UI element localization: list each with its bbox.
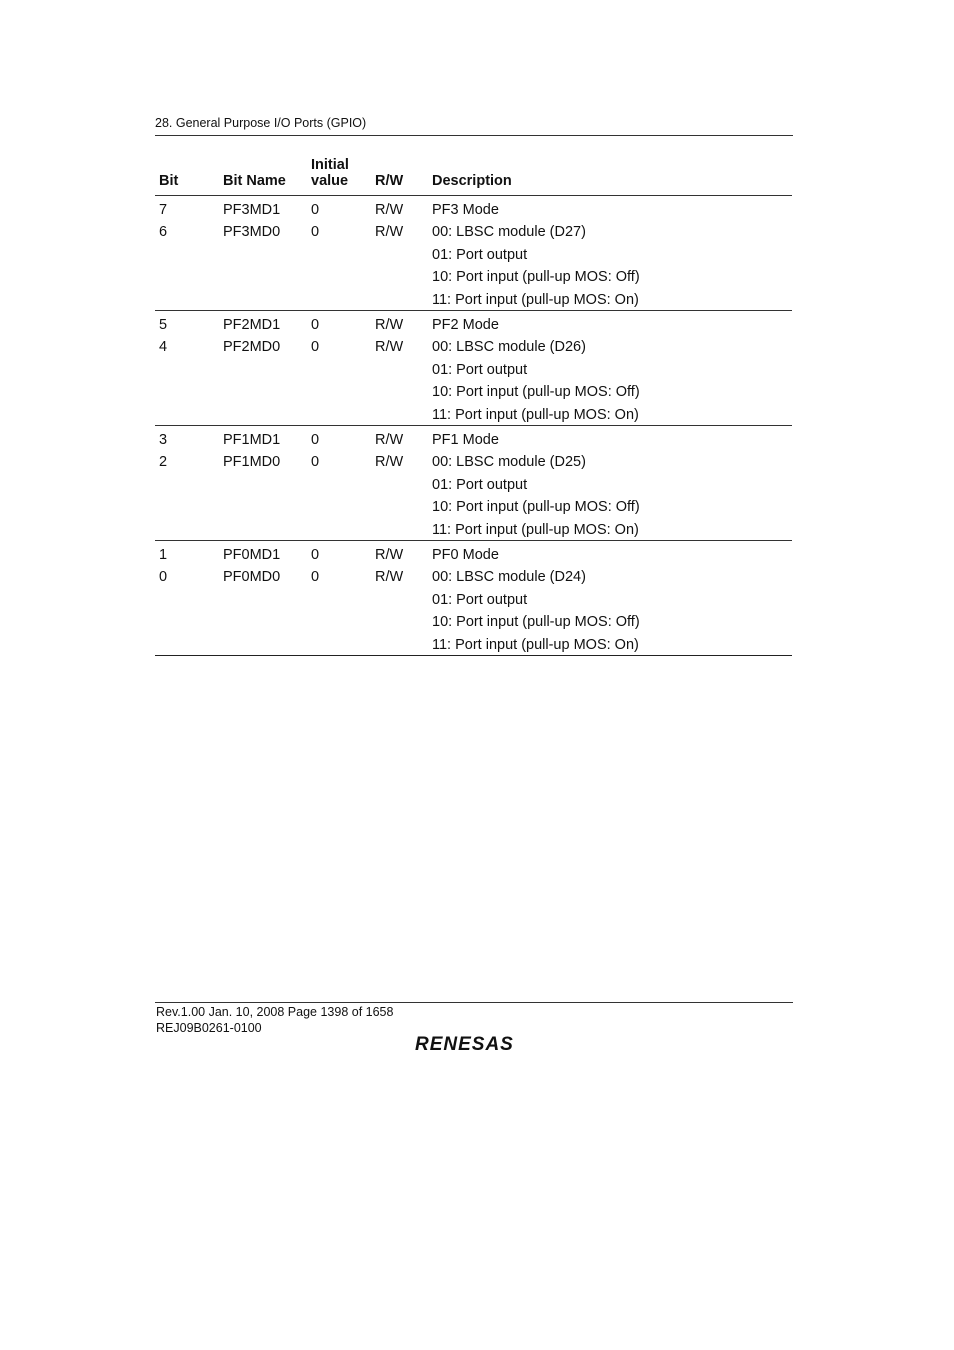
table-row [155,499,792,519]
cell-bit-name: PF3MD0 [223,224,281,240]
table-row [155,224,792,244]
column-header-bit: Bit [159,173,179,189]
cell-bit-name: PF2MD1 [223,317,281,333]
cell-initial-value: 0 [311,432,320,448]
cell-bit-name: PF2MD0 [223,339,281,355]
renesas-logo-graphic [415,1034,533,1054]
cell-bit-name: PF3MD1 [223,202,281,218]
page-footer [156,1005,393,1036]
table-row [155,547,792,567]
table-row [155,384,792,404]
cell-rw: R/W [375,547,404,563]
revision-info: Rev.1.00 Jan. 10, 2008 Page 1398 of 1658 [156,1005,394,1019]
row-group [155,426,792,541]
row-group [155,311,792,426]
cell-description: 00: LBSC module (D25) [432,454,586,470]
table-body [155,196,792,656]
table-header [155,152,792,196]
cell-bit-name: PF1MD1 [223,432,281,448]
cell-description: 11: Port input (pull-up MOS: On) [432,407,639,423]
column-header-rw: R/W [375,173,404,189]
cell-bit-name: PF0MD1 [223,547,281,563]
table-row [155,522,792,542]
cell-bit-name: PF0MD0 [223,569,281,585]
table-row [155,317,792,337]
table-row [155,247,792,267]
cell-bit: 1 [159,547,168,563]
page-header [155,114,793,136]
cell-initial-value: 0 [311,569,320,585]
initial-label-line1: Initial [311,157,349,173]
cell-description: 10: Port input (pull-up MOS: Off) [432,614,640,630]
table-row [155,432,792,452]
cell-initial-value: 0 [311,454,320,470]
table-row [155,569,792,589]
table-row [155,614,792,634]
cell-description: 00: LBSC module (D26) [432,339,586,355]
cell-bit: 4 [159,339,168,355]
table-row [155,477,792,497]
cell-description: 11: Port input (pull-up MOS: On) [432,637,639,653]
table-row [155,592,792,612]
cell-rw: R/W [375,202,404,218]
table-row [155,454,792,474]
cell-bit: 3 [159,432,168,448]
cell-initial-value: 0 [311,547,320,563]
row-group [155,541,792,656]
cell-bit: 6 [159,224,168,240]
cell-description: PF1 Mode [432,432,499,448]
cell-description: PF0 Mode [432,547,499,563]
cell-bit-name: PF1MD0 [223,454,281,470]
table-row [155,269,792,289]
footer-divider [155,1002,793,1003]
cell-description: 10: Port input (pull-up MOS: Off) [432,499,640,515]
cell-rw: R/W [375,317,404,333]
cell-bit: 2 [159,454,168,470]
document-number: REJ09B0261-0100 [156,1020,262,1035]
cell-rw: R/W [375,454,404,470]
section-title: 28. General Purpose I/O Ports (GPIO) [155,116,367,130]
cell-rw: R/W [375,224,404,240]
cell-description: 01: Port output [432,592,528,608]
cell-description: 10: Port input (pull-up MOS: Off) [432,384,640,400]
column-header-description: Description [432,173,512,189]
cell-initial-value: 0 [311,224,320,240]
cell-bit: 5 [159,317,168,333]
column-header-initial-value [311,157,349,189]
cell-description: PF3 Mode [432,202,499,218]
cell-bit: 7 [159,202,168,218]
cell-description: 01: Port output [432,477,528,493]
table-row [155,292,792,312]
cell-description: 00: LBSC module (D24) [432,569,586,585]
cell-description: 01: Port output [432,247,528,263]
cell-initial-value: 0 [311,202,320,218]
table-row [155,362,792,382]
table-row [155,339,792,359]
column-header-bit-name: Bit Name [223,173,286,189]
cell-description: 11: Port input (pull-up MOS: On) [432,522,639,538]
renesas-logo [415,1034,533,1059]
cell-description: 01: Port output [432,362,528,378]
cell-rw: R/W [375,339,404,355]
logo-text: RENESAS [415,1034,514,1054]
initial-label-line2: value [311,173,349,189]
cell-initial-value: 0 [311,317,320,333]
table-row [155,407,792,427]
table-row [155,637,792,657]
cell-description: PF2 Mode [432,317,499,333]
cell-description: 00: LBSC module (D27) [432,224,586,240]
cell-rw: R/W [375,569,404,585]
table-row [155,202,792,222]
row-group [155,196,792,311]
cell-description: 10: Port input (pull-up MOS: Off) [432,269,640,285]
cell-bit: 0 [159,569,168,585]
register-bit-table [155,152,792,656]
cell-rw: R/W [375,432,404,448]
cell-initial-value: 0 [311,339,320,355]
cell-description: 11: Port input (pull-up MOS: On) [432,292,639,308]
